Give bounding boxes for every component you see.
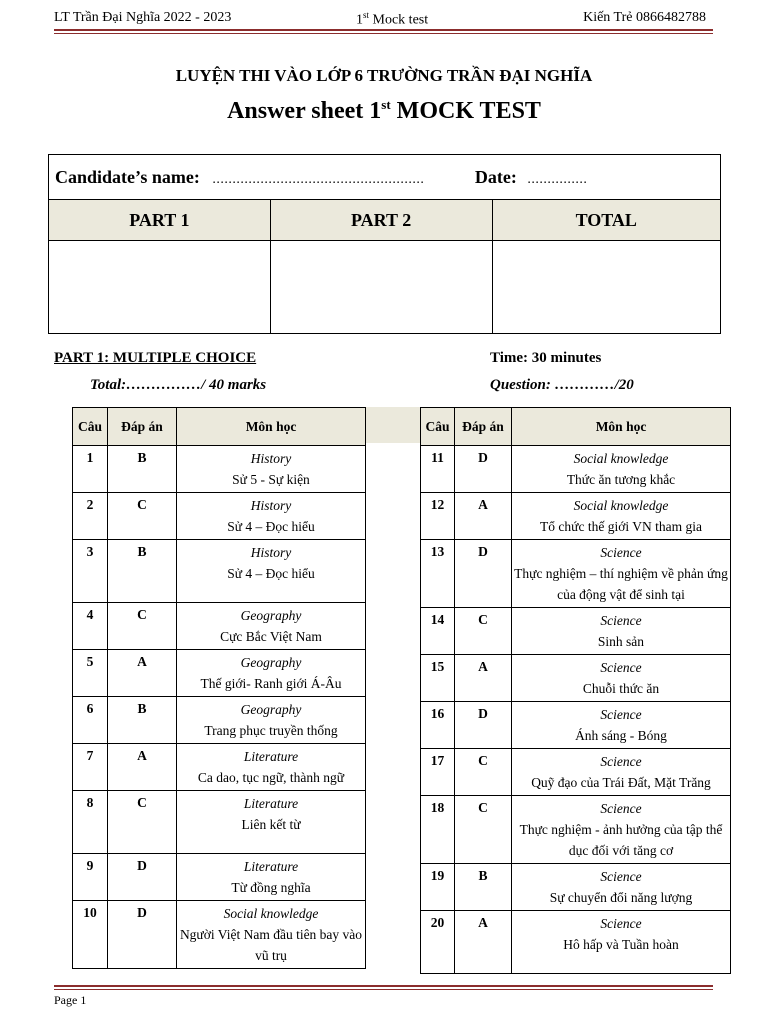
header-center-sup: st <box>363 10 370 20</box>
subject-category: Science <box>600 660 642 675</box>
question-number: 19 <box>421 864 455 911</box>
question-number: 18 <box>421 796 455 864</box>
question-number: 14 <box>421 608 455 655</box>
answer-row <box>73 446 366 493</box>
subject-description: Chuỗi thức ăn <box>582 681 660 696</box>
subject-description: Trang phục truyền thống <box>204 723 338 738</box>
subject-category: History <box>250 498 292 513</box>
col-dap-an: Đáp án <box>455 408 512 446</box>
subject-category: Social knowledge <box>573 498 669 513</box>
subtitle-sup: st <box>381 97 391 112</box>
subject-description: Thực nghiệm - ảnh hưởng của tập thể dục đối với tăng cơ <box>519 822 723 858</box>
answer-row <box>73 901 366 969</box>
subject-description: Quỹ đạo của Trái Đất, Mặt Trăng <box>531 775 711 790</box>
subject-description: Thức ăn tương khắc <box>566 472 676 487</box>
section-question: Question: …………/20 <box>490 377 634 393</box>
answer-letter: A <box>455 493 512 540</box>
answer-row <box>73 744 366 791</box>
question-number: 7 <box>73 744 108 791</box>
answer-letter: D <box>455 446 512 493</box>
subject-category: Geography <box>240 702 302 717</box>
subject-cell <box>512 702 731 749</box>
subject-category: Science <box>600 613 642 628</box>
subject-cell <box>177 446 366 493</box>
subject-cell <box>177 854 366 901</box>
question-number: 20 <box>421 911 455 974</box>
header-rule-thin <box>54 33 713 34</box>
answer-letter: D <box>108 901 177 969</box>
subject-cell <box>512 796 731 864</box>
subject-category: Literature <box>243 749 299 764</box>
question-number: 2 <box>73 493 108 540</box>
answer-letter: C <box>455 796 512 864</box>
subject-description: Thực nghiệm – thí nghiệm về phản ứng của động vật để sinh tại <box>514 566 728 602</box>
answer-row <box>73 791 366 854</box>
answer-row <box>421 911 731 974</box>
answer-letter: C <box>455 608 512 655</box>
subject-description: Thế giới- Ranh giới Á-Âu <box>200 676 342 691</box>
question-number: 4 <box>73 603 108 650</box>
answer-row <box>421 446 731 493</box>
question-number: 3 <box>73 540 108 603</box>
subject-cell <box>177 493 366 540</box>
answer-row <box>73 540 366 603</box>
answer-letter: C <box>455 749 512 796</box>
answer-table-right-header <box>421 408 731 446</box>
col-cau: Câu <box>421 408 455 446</box>
answer-table-left-header <box>73 408 366 446</box>
subject-category: History <box>250 451 292 466</box>
part1-header: PART 1 <box>49 200 271 241</box>
subject-category: Science <box>600 916 642 931</box>
answer-letter: A <box>455 911 512 974</box>
question-number: 9 <box>73 854 108 901</box>
answer-row <box>73 493 366 540</box>
answer-row <box>421 655 731 702</box>
section-title: PART 1: MULTIPLE CHOICE <box>54 350 257 366</box>
subject-cell <box>177 744 366 791</box>
subject-cell <box>177 650 366 697</box>
col-dap-an: Đáp án <box>108 408 177 446</box>
answer-letter: B <box>108 446 177 493</box>
subject-cell <box>512 655 731 702</box>
score-header-row <box>49 200 721 241</box>
answer-letter: B <box>108 540 177 603</box>
subject-cell <box>177 540 366 603</box>
total-header: TOTAL <box>492 200 721 241</box>
subject-description: Sử 4 – Đọc hiểu <box>227 519 315 534</box>
answer-letter: D <box>455 702 512 749</box>
subject-category: Science <box>600 801 642 816</box>
subject-cell <box>177 901 366 969</box>
question-number: 6 <box>73 697 108 744</box>
answer-letter: D <box>455 540 512 608</box>
answer-letter: B <box>108 697 177 744</box>
subject-description: Ca dao, tục ngữ, thành ngữ <box>197 770 345 785</box>
answer-row <box>421 702 731 749</box>
col-cau: Câu <box>73 408 108 446</box>
subject-category: Science <box>600 707 642 722</box>
date-label: Date: <box>474 166 517 187</box>
answer-letter: A <box>455 655 512 702</box>
score-table <box>48 154 721 334</box>
subject-category: Literature <box>243 859 299 874</box>
question-number: 15 <box>421 655 455 702</box>
question-number: 17 <box>421 749 455 796</box>
answer-row <box>421 540 731 608</box>
header-gap-shade <box>366 407 420 443</box>
answer-letter: C <box>108 603 177 650</box>
answer-table-left-body <box>73 446 366 969</box>
header-center-text: Mock test <box>369 12 429 28</box>
subject-cell <box>512 540 731 608</box>
header-center-num: 1 <box>356 12 363 28</box>
answer-table-right <box>420 407 731 974</box>
header-center <box>356 10 428 29</box>
subject-category: Geography <box>240 655 302 670</box>
subject-cell <box>177 603 366 650</box>
subject-cell <box>512 864 731 911</box>
subject-description: Sử 4 – Đọc hiểu <box>227 566 315 581</box>
question-number: 13 <box>421 540 455 608</box>
subject-category: Literature <box>243 796 299 811</box>
subtitle-b: MOCK TEST <box>390 98 541 124</box>
answer-row <box>73 603 366 650</box>
subject-cell <box>512 446 731 493</box>
subject-cell <box>512 608 731 655</box>
page-number: Page 1 <box>54 993 87 1007</box>
candidate-name-dots: ..................................................... <box>212 171 425 187</box>
subject-category: Science <box>600 869 642 884</box>
part2-score-cell[interactable] <box>270 241 492 334</box>
question-number: 1 <box>73 446 108 493</box>
part2-header: PART 2 <box>270 200 492 241</box>
answer-row <box>421 864 731 911</box>
answer-row <box>421 749 731 796</box>
footer-rule <box>54 985 713 987</box>
subject-description: Tổ chức thế giới VN tham gia <box>540 519 702 534</box>
answer-letter: A <box>108 650 177 697</box>
total-score-cell[interactable] <box>492 241 721 334</box>
subject-description: Liên kết từ <box>241 817 301 832</box>
question-number: 5 <box>73 650 108 697</box>
subject-description: Sự chuyển đổi năng lượng <box>549 890 693 905</box>
page-subtitle <box>0 97 768 125</box>
answer-table-left <box>72 407 366 969</box>
question-number: 16 <box>421 702 455 749</box>
answer-row <box>73 650 366 697</box>
subject-description: Cực Bắc Việt Nam <box>220 629 322 644</box>
header-left: LT Trần Đại Nghĩa 2022 - 2023 <box>54 10 232 25</box>
subject-description: Người Việt Nam đầu tiên bay vào vũ trụ <box>179 927 363 963</box>
subject-category: Geography <box>240 608 302 623</box>
candidate-name-label: Candidate’s name: <box>55 166 200 187</box>
question-number: 8 <box>73 791 108 854</box>
subject-cell <box>512 911 731 974</box>
subject-cell <box>177 791 366 854</box>
answer-table-right-body <box>421 446 731 974</box>
subject-description: Từ đồng nghĩa <box>231 880 311 895</box>
subject-cell <box>512 749 731 796</box>
candidate-cell[interactable] <box>49 155 721 200</box>
answer-row <box>421 796 731 864</box>
candidate-row <box>49 155 721 200</box>
answer-letter: C <box>108 791 177 854</box>
question-number: 10 <box>73 901 108 969</box>
section-total: Total:……………/ 40 marks <box>90 377 267 393</box>
subject-category: Science <box>600 545 642 560</box>
answer-letter: B <box>455 864 512 911</box>
subject-category: Social knowledge <box>573 451 669 466</box>
subject-category: Social knowledge <box>223 906 319 921</box>
section-time: Time: 30 minutes <box>490 350 602 366</box>
answer-letter: C <box>108 493 177 540</box>
answer-row <box>421 608 731 655</box>
answer-row <box>73 854 366 901</box>
header-rule <box>54 29 713 31</box>
subject-description: Hô hấp và Tuần hoàn <box>563 937 679 952</box>
part1-score-cell[interactable] <box>49 241 271 334</box>
subject-description: Ánh sáng - Bóng <box>575 728 667 743</box>
subject-cell <box>512 493 731 540</box>
question-number: 11 <box>421 446 455 493</box>
answer-letter: D <box>108 854 177 901</box>
score-blank-row <box>49 241 721 334</box>
page-title: LUYỆN THI VÀO LỚP 6 TRƯỜNG TRẦN ĐẠI NGHĨA <box>175 66 593 85</box>
header-right: Kiến Trẻ 0866482788 <box>583 10 706 25</box>
question-number: 12 <box>421 493 455 540</box>
answer-letter: A <box>108 744 177 791</box>
col-mon-hoc: Môn học <box>177 408 366 446</box>
subject-category: History <box>250 545 292 560</box>
subject-description: Sinh sản <box>597 634 645 649</box>
col-mon-hoc: Môn học <box>512 408 731 446</box>
answer-row <box>73 697 366 744</box>
footer-rule-thin <box>54 989 713 990</box>
answer-row <box>421 493 731 540</box>
subject-description: Sử 5 - Sự kiện <box>232 472 310 487</box>
subject-cell <box>177 697 366 744</box>
date-dots: ............... <box>527 171 588 187</box>
subtitle-a: Answer sheet 1 <box>227 98 382 124</box>
subject-category: Science <box>600 754 642 769</box>
